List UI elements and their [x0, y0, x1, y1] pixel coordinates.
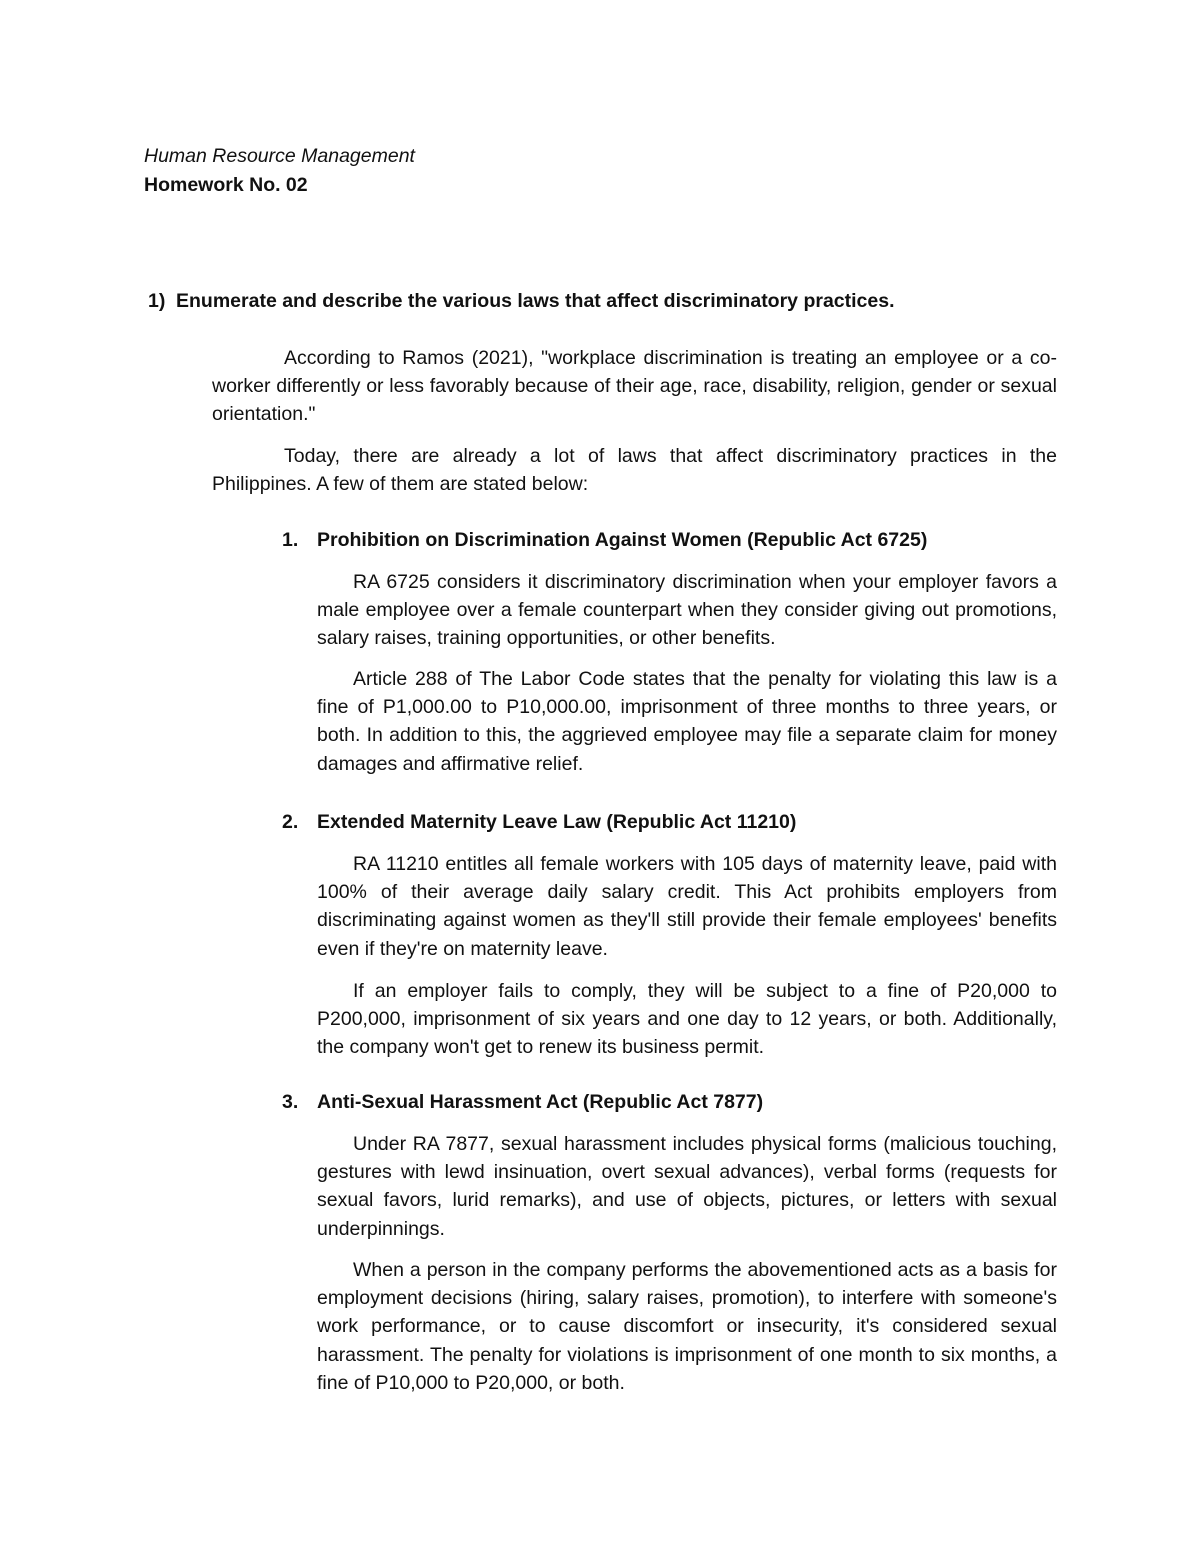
question-text: Enumerate and describe the various laws that affect discriminatory practices. [176, 290, 895, 312]
law-1-paragraph-1: RA 6725 considers it discriminatory discrimination when your employer favors a male employee over a female counterpart when they consider giving out promotions, salary raises, training opportunities, or other benefits. [317, 571, 1057, 650]
question-number: 1) [148, 290, 166, 312]
law-2-title: 2. Extended Maternity Leave Law (Republic Act 11210) [282, 811, 797, 833]
law-1-title: 1. Prohibition on Discrimination Against Women (Republic Act 6725) [282, 529, 928, 551]
course-subject: Human Resource Management [144, 145, 415, 167]
law-1-paragraph-2: Article 288 of The Labor Code states that the penalty for violating this law is a fine of P1,000.00 to P10,000.00, imprisonment of three months to three years, or both. In addition to this, the aggrieved employee may file a separate claim for money damages and affirmative relief. [317, 668, 1057, 775]
law-3-title: 3. Anti-Sexual Harassment Act (Republic Act 7877) [282, 1091, 764, 1113]
intro-paragraph-1: According to Ramos (2021), "workplace discrimination is treating an employee or a co-worker differently or less favorably because of their age, race, disability, religion, gender or sexual orientation." [212, 347, 1057, 426]
law-3-paragraph-1: Under RA 7877, sexual harassment includes physical forms (malicious touching, gestures with lewd insinuation, overt sexual advances), verbal forms (requests for sexual favors, lurid remarks), and use of objects, pictures, or letters with sexual underpinnings. [317, 1133, 1057, 1240]
law-3-paragraph-2: When a person in the company performs the abovementioned acts as a basis for employment decisions (hiring, salary raises, promotion), to interfere with someone's work performance, or to cause discomfort or insecurity, it's considered sexual harassment. The penalty for violations is imprisonment of one month to six months, a fine of P10,000 to P20,000, or both. [317, 1259, 1057, 1394]
law-1-number: 1. [282, 529, 299, 551]
homework-number: Homework No. 02 [144, 174, 308, 196]
law-2-paragraph-2: If an employer fails to comply, they will be subject to a fine of P20,000 to P200,000, imprisonment of six years and one day to 12 years, or both. Additionally, the company won't get to renew its business permit. [317, 980, 1057, 1059]
question-heading [148, 289, 895, 313]
law-2-number: 2. [282, 811, 299, 833]
law-3-number: 3. [282, 1091, 299, 1113]
intro-paragraph-2: Today, there are already a lot of laws that affect discriminatory practices in the Philippines. A few of them are stated below: [212, 445, 1057, 496]
law-2-paragraph-1: RA 11210 entitles all female workers with 105 days of maternity leave, paid with 100% of their average daily salary credit. This Act prohibits employers from discriminating against women as they'll still provide their female employees' benefits even if they're on maternity leave. [317, 853, 1057, 960]
